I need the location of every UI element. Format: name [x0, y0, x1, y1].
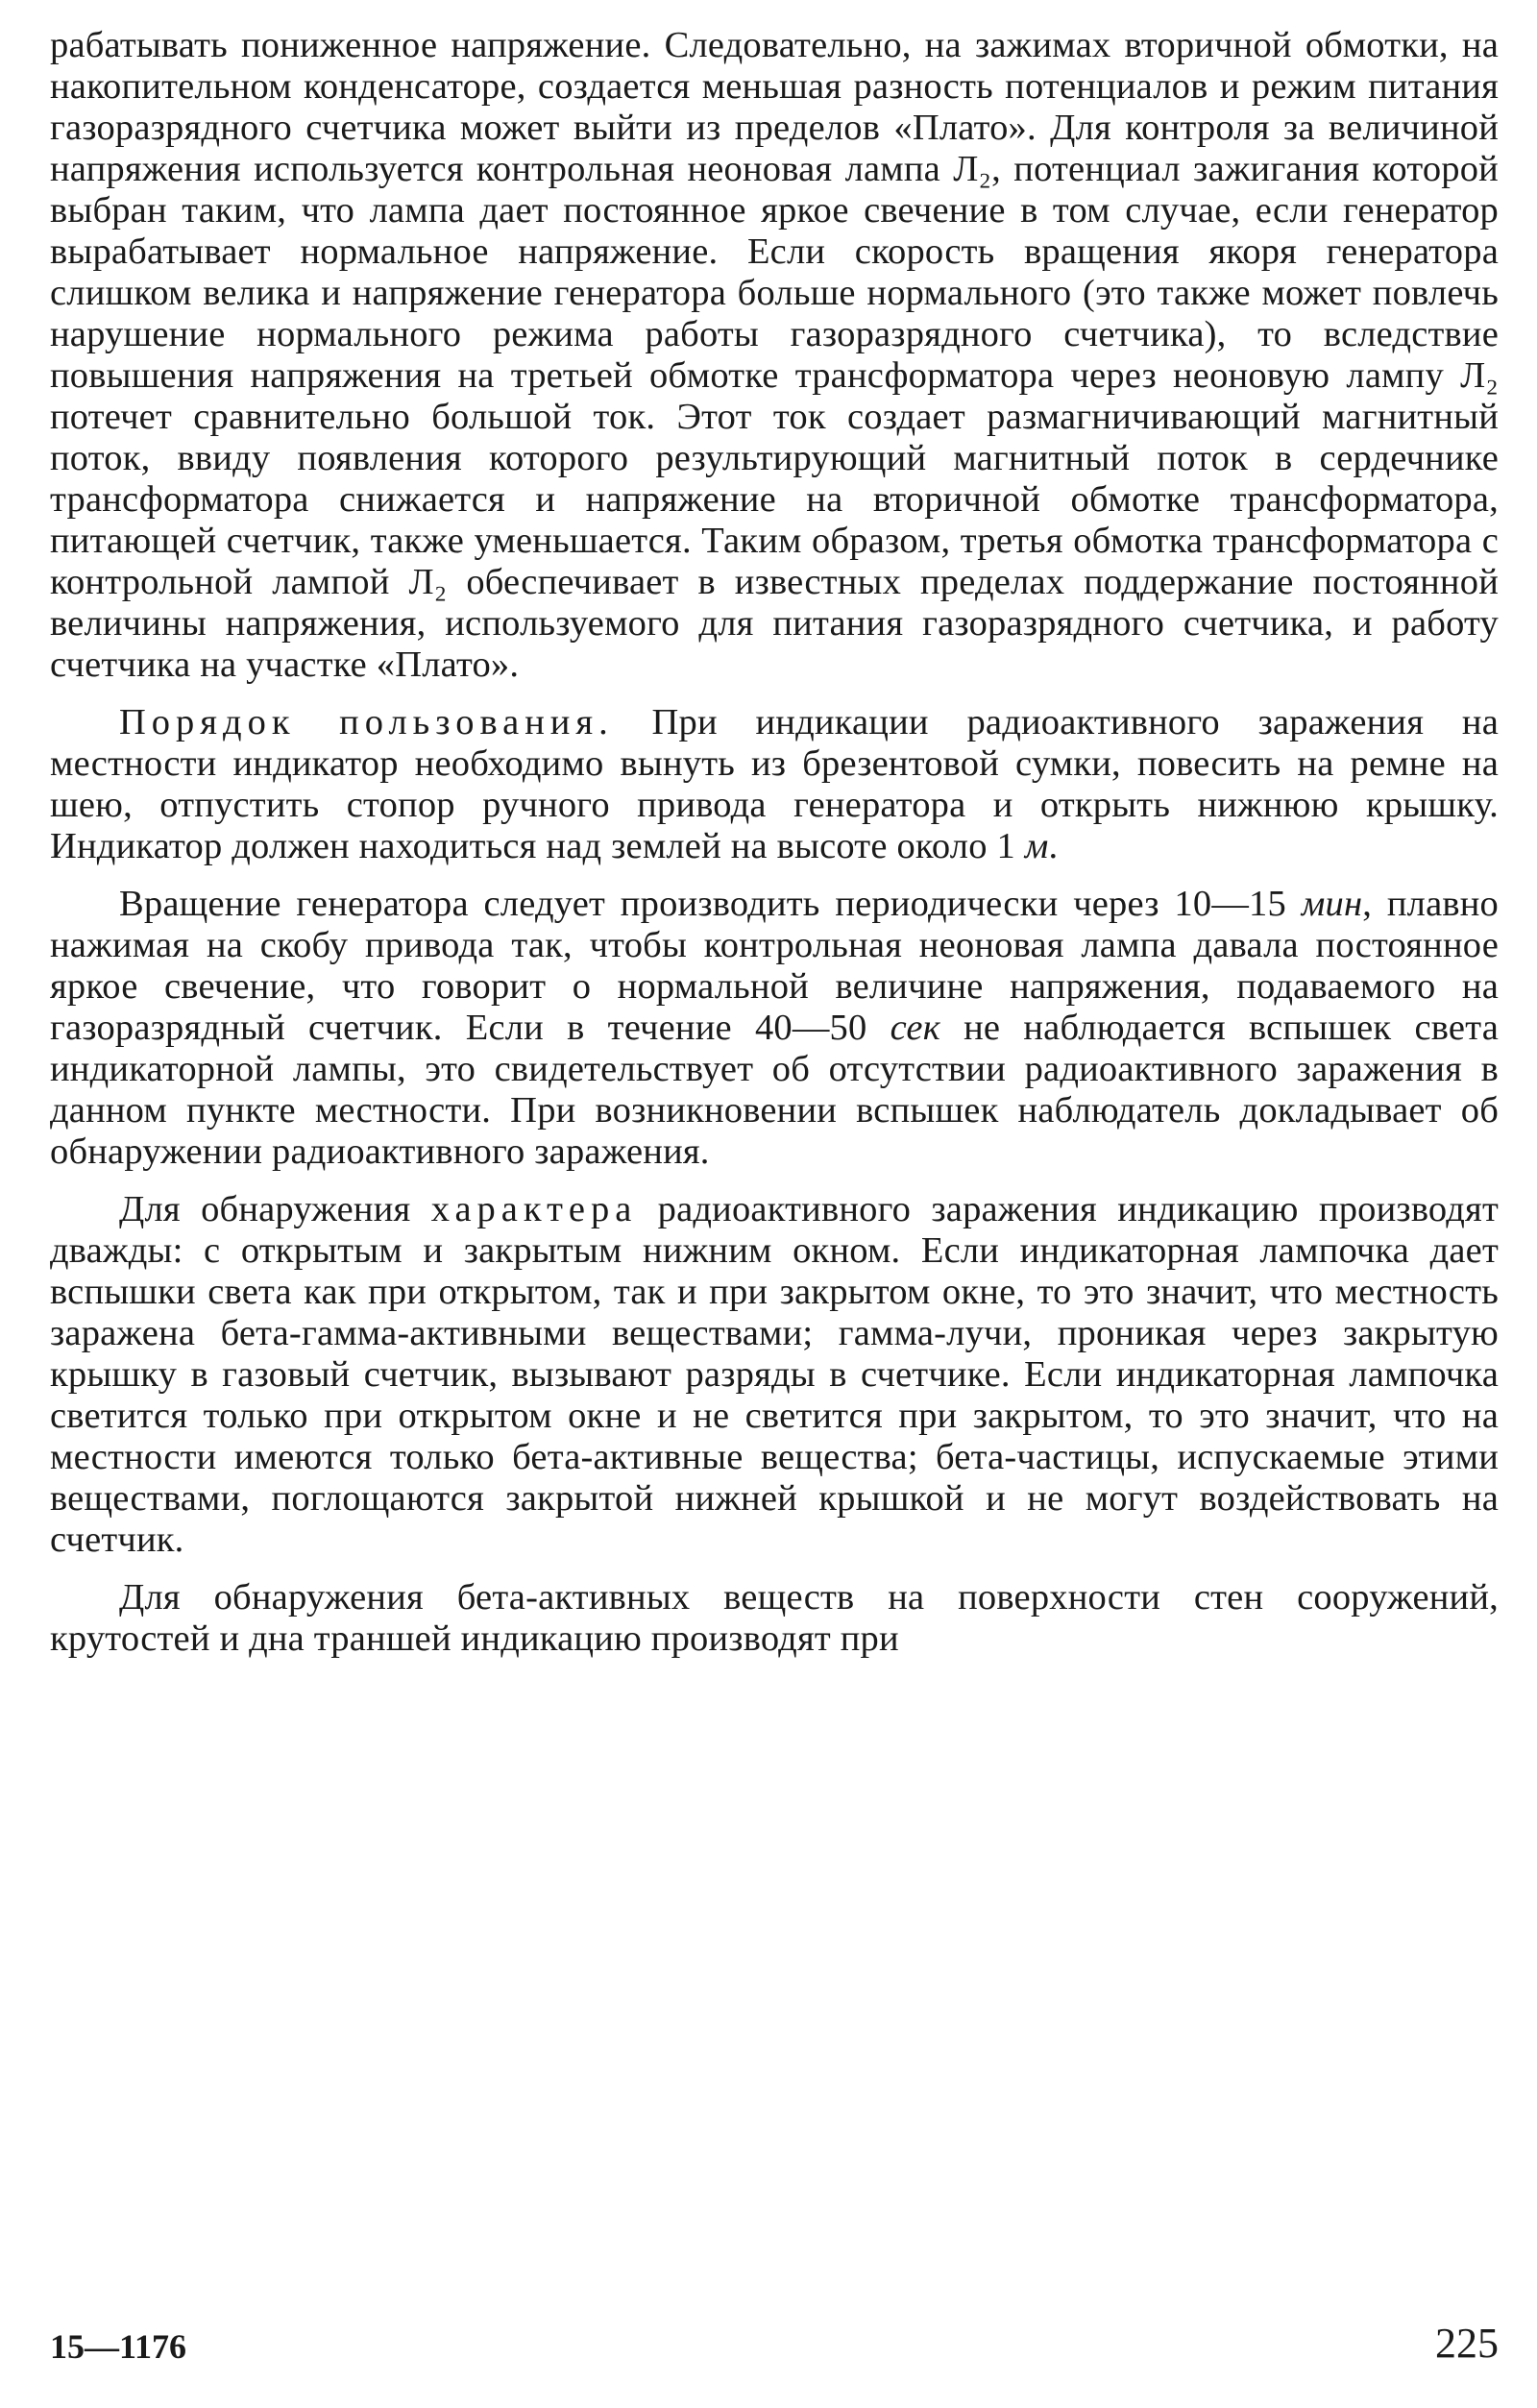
- paragraph-contamination-character: [50, 1189, 1499, 1561]
- text-body: [50, 25, 1499, 1660]
- unit-seconds: сек: [890, 1008, 940, 1048]
- emphasis-character: характера: [430, 1189, 638, 1229]
- paragraph-beta-surfaces: [50, 1577, 1499, 1660]
- paragraph-text: не наблюдается вспышек света индикаторной лампы, это свидетельствует об отсутствии радиоактивного заражения в данном пункте местности. При возникновении вспышек наблюдатель докладывает об обнаружении радиоактивного заражения.: [50, 1008, 1499, 1172]
- page-number: 225: [1435, 2320, 1499, 2367]
- page-footer: [50, 2320, 1499, 2371]
- paragraph-generator-rotation: [50, 884, 1499, 1173]
- paragraph-text: При индикации радиоактивного заражения на местности индикатор необходимо вынуть из брезентовой сумки, повесить на ремне на шею, отпустить стопор ручного привода генератора и открыть нижнюю крышку. Индикатор должен находиться над землей на высоте около 1: [50, 702, 1499, 866]
- paragraph-text: Вращение генератора следует производить периодически через 10—15: [119, 884, 1302, 924]
- paragraph-text: рабатывать пониженное напряжение. Следовательно, на зажимах вторичной обмотки, на накопительном конденсаторе, создается меньшая разность потенциалов и режим питания газоразрядного счетчика может выйти из пределов «Плато». Для контроля за величиной напряжения используется контрольная неоновая лампа Л₂, потенциал зажигания которой выбран таким, что лампа дает постоянное яркое свечение в том случае, если генератор вырабатывает нормальное напряжение. Если скорость вращения якоря генератора слишком велика и напряжение генератора больше нормального (это также может повлечь нарушение нормального режима работы газоразрядного счетчика), то вследствие повышения напряжения на третьей обмотке трансформатора через неоновую лампу Л₂ потечет сравнительно большой ток. Этот ток создает размагничивающий магнитный поток, ввиду появления которого результирующий магнитный поток в сердечнике трансформатора снижается и напряжение на вторичной обмотке трансформатора, питающей счетчик, также уменьшается. Таким образом, третья обмотка трансформатора с контрольной лампой Л₂ обеспечивает в известных пределах поддержание постоянной величины напряжения, используемого для питания газоразрядного счетчика, и работу счетчика на участке «Плато».: [50, 25, 1499, 685]
- section-heading-usage: Порядок пользования.: [119, 702, 614, 742]
- printer-signature: 15—1176: [50, 2327, 187, 2366]
- paragraph-text: радиоактивного заражения индикацию производят дважды: с открытым и закрытым нижним окном. Если индикаторная лампочка дает вспышки света как при открытом, так и при закрытом окне, то это значит, что местность заражена бета-гамма-активными веществами; гамма-лучи, проникая через закрытую крышку в газовый счетчик, вызывают разряды в счетчике. Если индикаторная лампочка светится только при открытом окне и не светится при закрытом, то это значит, что на местности имеются только бета-активные вещества; бета-частицы, испускаемые этими веществами, поглощаются закрытой нижней крышкой и не могут воздействовать на счетчик.: [50, 1189, 1499, 1560]
- paragraph-usage-procedure: [50, 702, 1499, 867]
- unit-meter: м: [1024, 826, 1049, 866]
- paragraph-plateau-control: [50, 25, 1499, 686]
- paragraph-text: Для обнаружения бета-активных веществ на поверхности стен сооружений, крутостей и дна траншей индикацию производят при: [50, 1577, 1499, 1659]
- unit-minutes: мин: [1301, 884, 1363, 924]
- paragraph-text-end: .: [1048, 826, 1059, 866]
- paragraph-text: Для обнаружения: [119, 1189, 431, 1229]
- paragraph-text: , плавно нажимая на скобу привода так, чтобы контрольная неоновая лампа давала постоянное яркое свечение, что говорит о нормальной величине напряжения, подаваемого на газоразрядный счетчик. Если в течение 40—50: [50, 884, 1499, 1048]
